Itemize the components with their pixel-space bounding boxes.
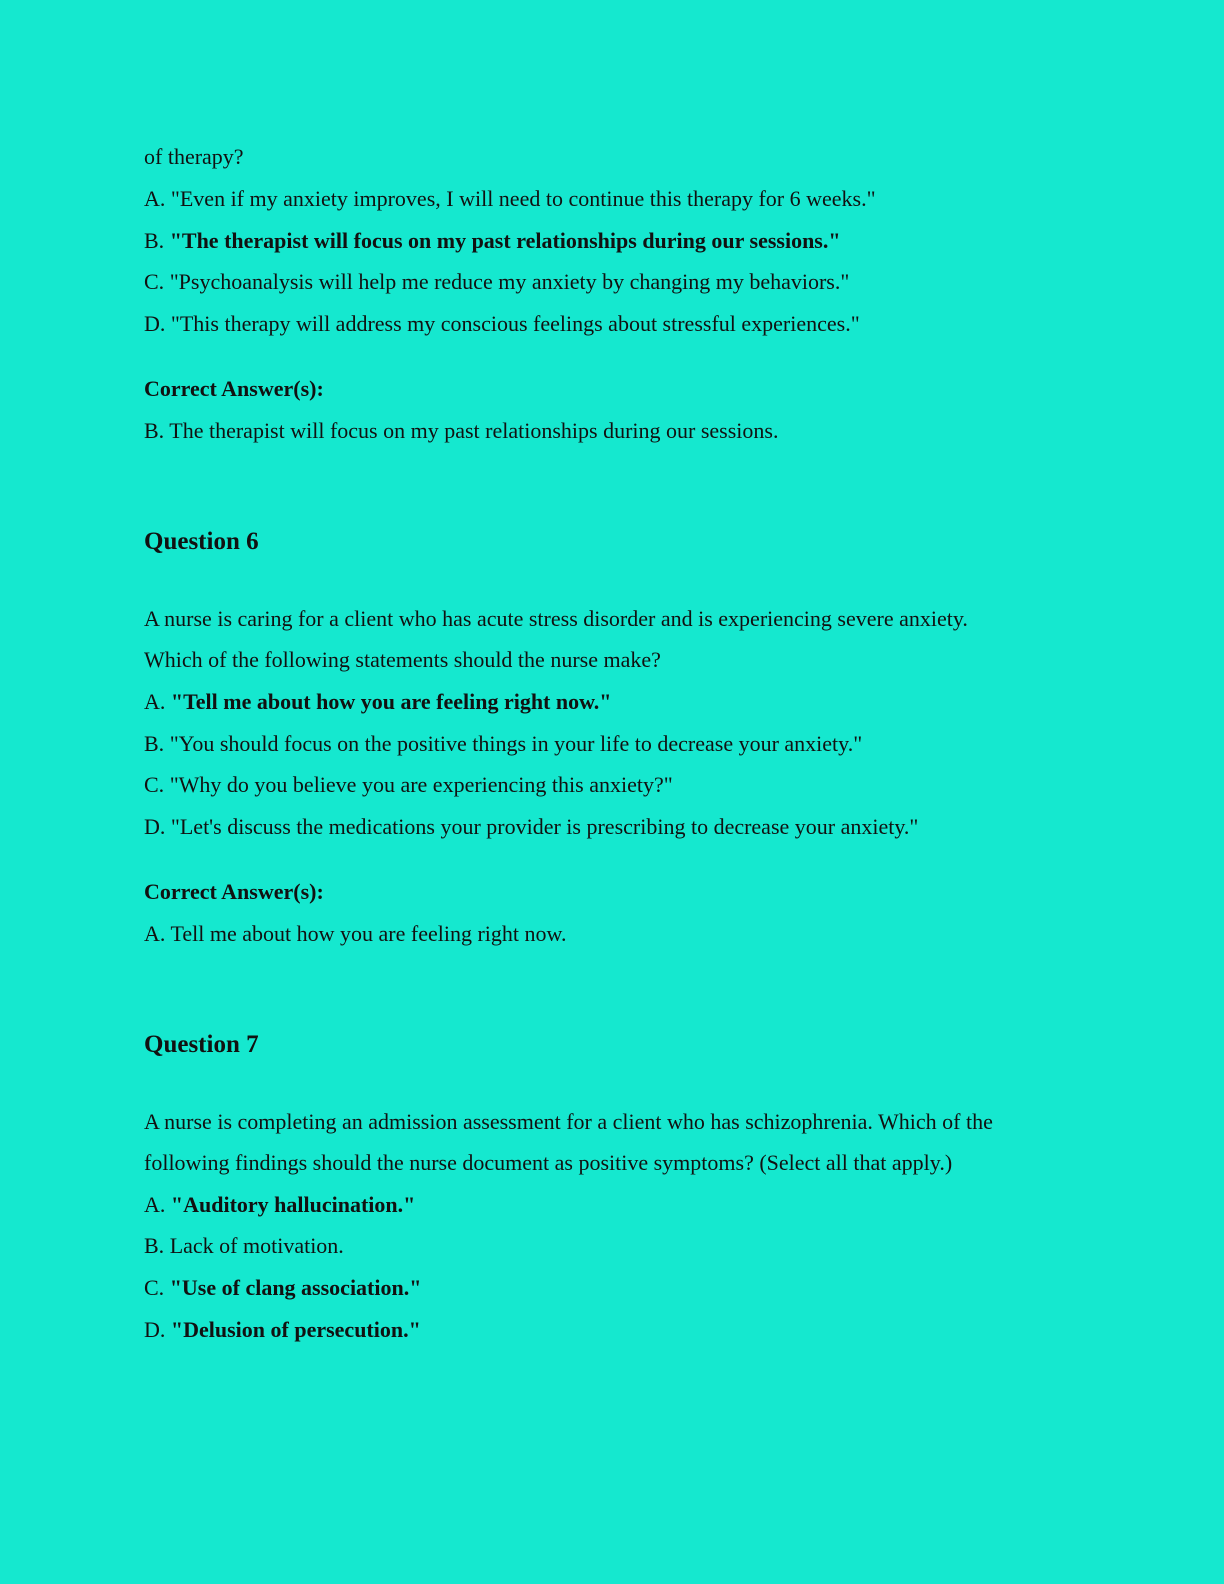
option-letter: C. bbox=[144, 1275, 165, 1300]
q6-stem-line-2: Which of the following statements should the nurse make? bbox=[144, 647, 661, 672]
option-text: "Psychoanalysis will help me reduce my anxiety by changing my behaviors." bbox=[169, 269, 850, 294]
q7-heading: Question 7 bbox=[144, 1031, 259, 1058]
q5-option-b bbox=[144, 227, 841, 255]
option-letter: D. bbox=[144, 1317, 166, 1342]
option-letter: B. bbox=[144, 1233, 165, 1258]
option-letter: D. bbox=[144, 814, 166, 839]
option-text: "This therapy will address my conscious feelings about stressful experiences." bbox=[170, 311, 860, 336]
q6-option-c bbox=[144, 771, 673, 799]
q7-stem-line-1: A nurse is completing an admission assessment for a client who has schizophrenia. Which of the bbox=[144, 1109, 993, 1134]
option-letter: C. bbox=[144, 772, 165, 797]
q7-option-d bbox=[144, 1316, 421, 1344]
option-letter: A. bbox=[144, 689, 166, 714]
option-text: "Let's discuss the medications your provider is prescribing to decrease your anxiety." bbox=[170, 814, 919, 839]
q6-correct-label: Correct Answer(s): bbox=[144, 879, 324, 904]
option-text-correct: "Use of clang association." bbox=[169, 1275, 422, 1300]
option-letter: C. bbox=[144, 269, 165, 294]
q5-option-c bbox=[144, 268, 849, 296]
option-letter: D. bbox=[144, 311, 166, 336]
option-letter: B. bbox=[144, 228, 165, 253]
option-text-correct: "Delusion of persecution." bbox=[170, 1317, 421, 1342]
q6-option-b bbox=[144, 730, 862, 758]
option-letter: B. bbox=[144, 731, 165, 756]
option-text-correct: "Tell me about how you are feeling right now." bbox=[170, 689, 612, 714]
option-text-correct: "The therapist will focus on my past relationships during our sessions." bbox=[169, 228, 841, 253]
q7-stem-line-2: following findings should the nurse document as positive symptoms? (Select all that apply.) bbox=[144, 1150, 953, 1175]
q5-option-d bbox=[144, 310, 860, 338]
q7-option-b bbox=[144, 1232, 344, 1260]
q5-option-a bbox=[144, 185, 876, 213]
option-text: "You should focus on the positive things in your life to decrease your anxiety." bbox=[169, 731, 863, 756]
q5-correct-answer: B. The therapist will focus on my past relationships during our sessions. bbox=[144, 418, 779, 443]
q7-option-a bbox=[144, 1191, 415, 1219]
option-letter: A. bbox=[144, 1192, 166, 1217]
q6-option-d bbox=[144, 813, 918, 841]
option-text: "Why do you believe you are experiencing this anxiety?" bbox=[169, 772, 673, 797]
option-text: Lack of motivation. bbox=[169, 1233, 344, 1258]
q5-stem-tail: of therapy? bbox=[144, 144, 244, 169]
option-text: "Even if my anxiety improves, I will need to continue this therapy for 6 weeks." bbox=[170, 186, 876, 211]
option-letter: A. bbox=[144, 186, 166, 211]
q6-option-a bbox=[144, 688, 612, 716]
q7-option-c bbox=[144, 1274, 421, 1302]
option-text-correct: "Auditory hallucination." bbox=[170, 1192, 416, 1217]
q6-correct-answer: A. Tell me about how you are feeling right now. bbox=[144, 921, 567, 946]
q5-correct-label: Correct Answer(s): bbox=[144, 376, 324, 401]
q6-heading: Question 6 bbox=[144, 528, 259, 555]
q6-stem-line-1: A nurse is caring for a client who has acute stress disorder and is experiencing severe anxiety. bbox=[144, 606, 968, 631]
